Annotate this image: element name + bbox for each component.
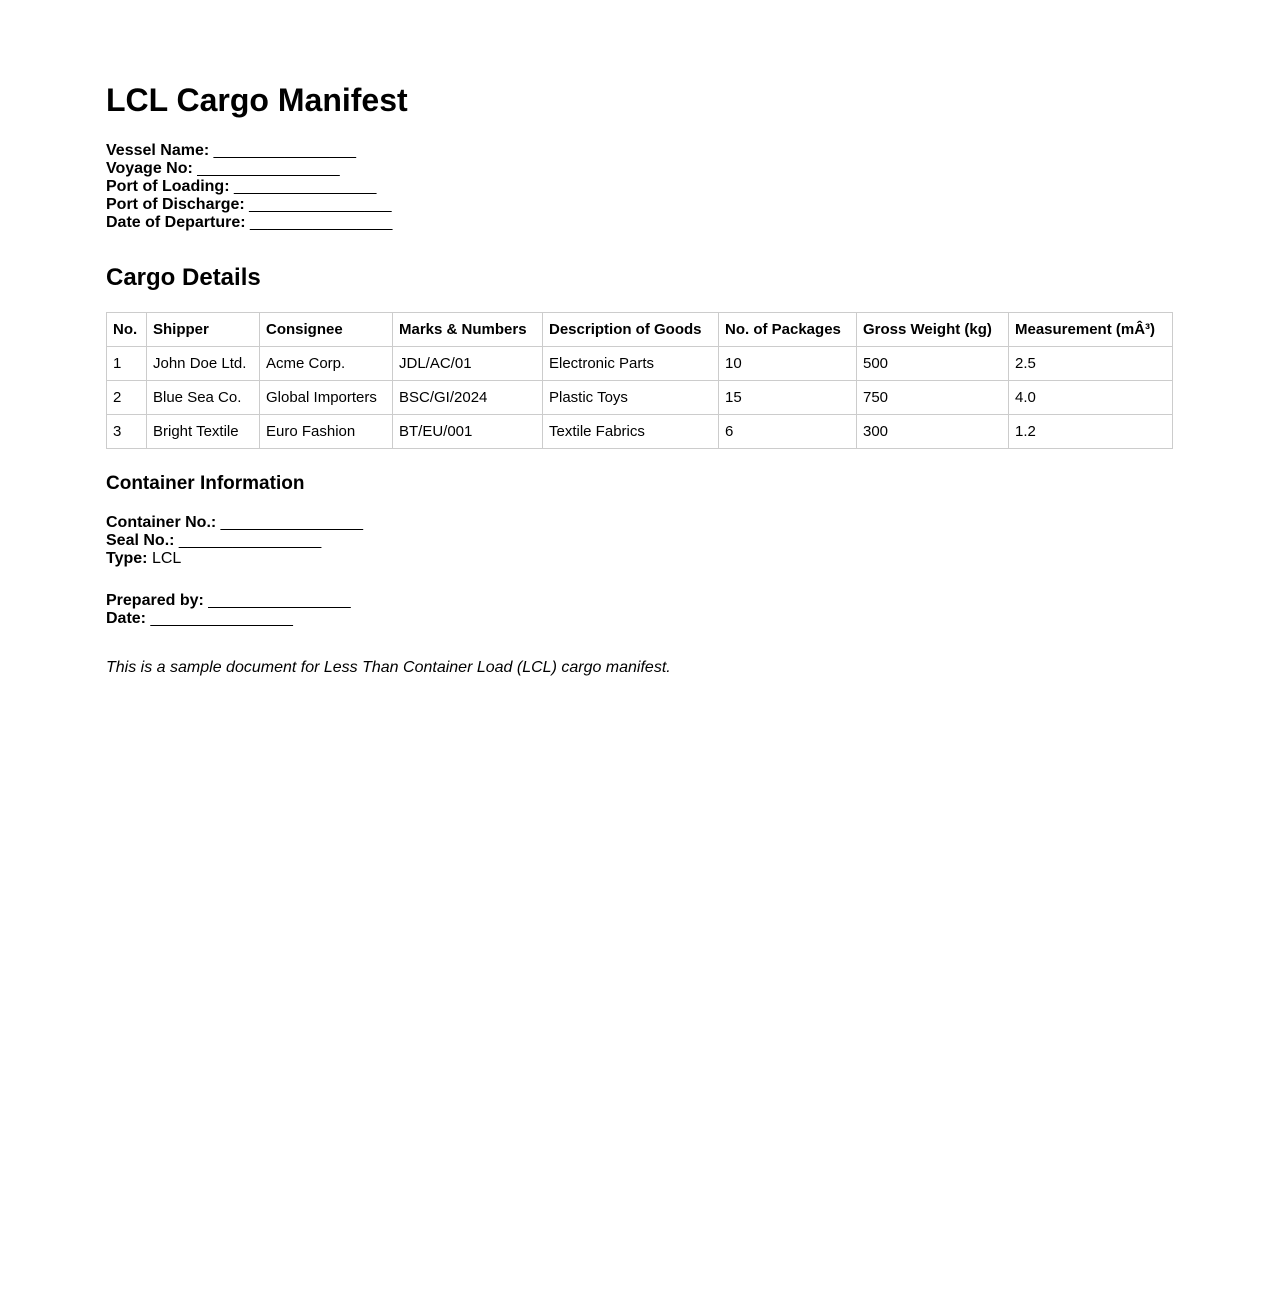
container-info-heading: Container Information xyxy=(106,473,305,494)
column-header: Measurement (mÂ³) xyxy=(1009,313,1173,347)
container-no-field: Container No.: ________________ xyxy=(106,514,364,531)
table-cell: John Doe Ltd. xyxy=(147,347,260,381)
date-of-departure-field: Date of Departure: ________________ xyxy=(106,214,393,231)
column-header: Consignee xyxy=(260,313,393,347)
table-cell: Plastic Toys xyxy=(543,381,719,415)
port-of-loading-field: Port of Loading: ________________ xyxy=(106,178,377,195)
prepared-by-field: Prepared by: ________________ xyxy=(106,592,351,609)
table-cell: 500 xyxy=(857,347,1009,381)
table-cell: JDL/AC/01 xyxy=(393,347,543,381)
port-of-discharge-field: Port of Discharge: ________________ xyxy=(106,196,392,213)
date-field: Date: ________________ xyxy=(106,610,293,627)
container-fields xyxy=(106,514,363,568)
table-cell: Euro Fashion xyxy=(260,415,393,449)
table-cell: 2.5 xyxy=(1009,347,1173,381)
column-header: Gross Weight (kg) xyxy=(857,313,1009,347)
table-cell: 4.0 xyxy=(1009,381,1173,415)
table-cell: 15 xyxy=(719,381,857,415)
type-field: Type: LCL xyxy=(106,550,182,567)
table-cell: Global Importers xyxy=(260,381,393,415)
table-cell: 300 xyxy=(857,415,1009,449)
table-cell: 10 xyxy=(719,347,857,381)
footer-note: This is a sample document for Less Than Container Load (LCL) cargo manifest. xyxy=(106,659,671,676)
vessel-name-field: Vessel Name: ________________ xyxy=(106,142,357,159)
table-cell: BSC/GI/2024 xyxy=(393,381,543,415)
column-header: Description of Goods xyxy=(543,313,719,347)
voyage-fields xyxy=(106,142,392,232)
table-header-row xyxy=(107,313,1173,347)
table-cell: Blue Sea Co. xyxy=(147,381,260,415)
table-cell: 750 xyxy=(857,381,1009,415)
column-header: No. xyxy=(107,313,147,347)
table-cell: 2 xyxy=(107,381,147,415)
table-cell: 6 xyxy=(719,415,857,449)
table-cell: 3 xyxy=(107,415,147,449)
column-header: Shipper xyxy=(147,313,260,347)
cargo-details-heading: Cargo Details xyxy=(106,264,261,291)
table-cell: 1 xyxy=(107,347,147,381)
table-cell: Bright Textile xyxy=(147,415,260,449)
table-row xyxy=(107,415,1173,449)
table-cell: BT/EU/001 xyxy=(393,415,543,449)
signoff-fields xyxy=(106,592,351,628)
table-cell: 1.2 xyxy=(1009,415,1173,449)
voyage-no-field: Voyage No: ________________ xyxy=(106,160,340,177)
table-row xyxy=(107,381,1173,415)
page-title: LCL Cargo Manifest xyxy=(106,82,408,118)
seal-no-field: Seal No.: ________________ xyxy=(106,532,322,549)
table-cell: Acme Corp. xyxy=(260,347,393,381)
table-cell: Textile Fabrics xyxy=(543,415,719,449)
column-header: Marks & Numbers xyxy=(393,313,543,347)
table-cell: Electronic Parts xyxy=(543,347,719,381)
cargo-table xyxy=(106,312,1173,449)
table-row xyxy=(107,347,1173,381)
column-header: No. of Packages xyxy=(719,313,857,347)
